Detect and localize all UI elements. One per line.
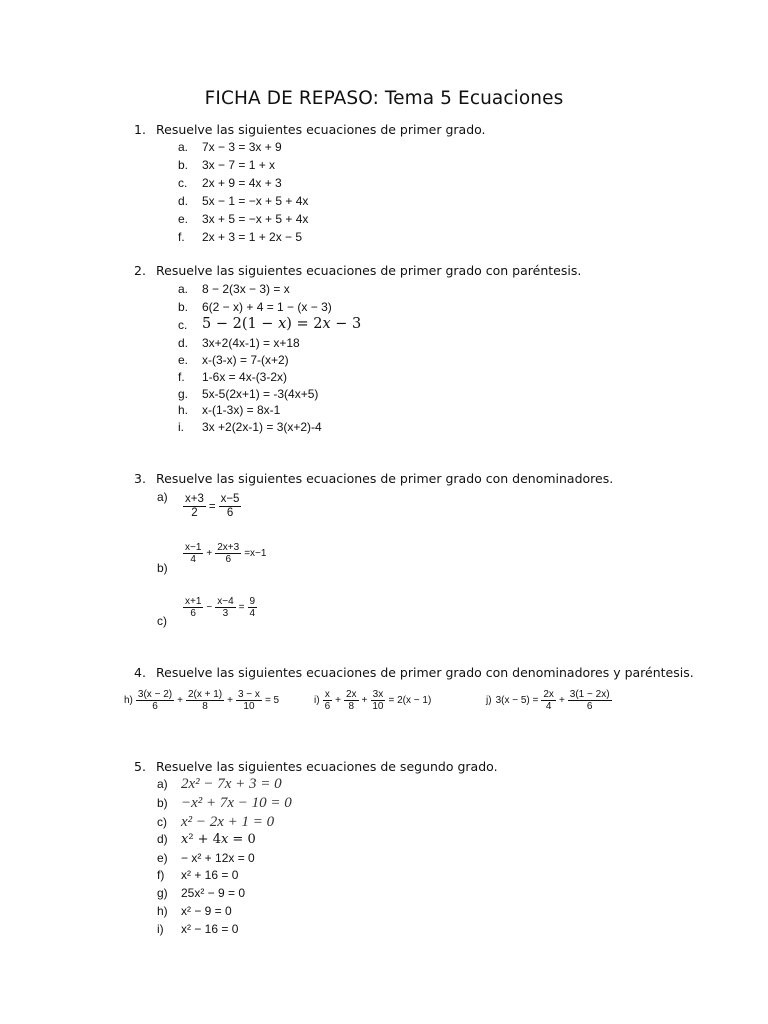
equation-prefix: 3(x − 5) = xyxy=(495,695,539,706)
equation-text: x-(1-3x) = 8x-1 xyxy=(202,403,281,417)
equation-text: 2x² − 7x + 3 = 0 xyxy=(181,776,282,792)
equation-rest: = 5 xyxy=(264,695,280,706)
equation-text: 3x − 7 = 1 + x xyxy=(202,158,276,172)
denominator: 3 xyxy=(222,608,229,619)
fraction xyxy=(219,493,242,520)
denominator: 6 xyxy=(190,608,196,619)
numerator: x−1 xyxy=(185,542,202,553)
equation-text: 7x − 3 = 3x + 9 xyxy=(202,140,282,154)
item-label: a) xyxy=(157,777,168,791)
equation-item xyxy=(157,868,238,882)
numerator: 3(1 − 2x) xyxy=(569,689,610,700)
section-heading-text: Resuelve las siguientes ecuaciones de primer grado. xyxy=(156,122,486,137)
equation-text: x-(3-x) = 7-(x+2) xyxy=(202,353,289,367)
section-number: 4. xyxy=(134,665,146,680)
equation-rest: = 2(x − 1) xyxy=(388,695,432,706)
equation-text: 3x +2(2x-1) = 3(x+2)-4 xyxy=(202,420,322,434)
fraction xyxy=(215,596,235,619)
numerator: 2(x + 1) xyxy=(187,689,223,700)
equation-item xyxy=(178,140,282,154)
equation-item xyxy=(157,814,274,831)
equation-item xyxy=(178,212,308,226)
item-label: d) xyxy=(157,832,168,846)
section-number: 5. xyxy=(134,759,146,774)
section-heading-text: Resuelve las siguientes ecuaciones de primer grado con paréntesis. xyxy=(156,263,582,278)
equation-text: x² − 2x + 1 = 0 xyxy=(181,814,275,830)
numerator: 2x+3 xyxy=(217,542,240,553)
denominator: 10 xyxy=(372,701,384,712)
operator: = xyxy=(238,602,245,613)
equation-item xyxy=(178,300,332,314)
fraction xyxy=(215,542,241,565)
page-title: FICHA DE REPASO: Tema 5 Ecuaciones xyxy=(204,88,564,109)
equation-text: 5x-5(2x+1) = -3(4x+5) xyxy=(202,387,319,401)
item-label: h) xyxy=(157,904,168,918)
equation-text: 25x² − 9 = 0 xyxy=(181,886,246,900)
item-label: c) xyxy=(157,614,167,628)
operator: + xyxy=(177,695,183,706)
item-label: b. xyxy=(178,300,189,314)
equation-item xyxy=(178,403,280,417)
denominator: 4 xyxy=(249,608,256,619)
item-label: i. xyxy=(178,420,184,434)
equation-item xyxy=(157,795,292,812)
equation-item xyxy=(157,886,245,900)
item-label: e. xyxy=(178,353,189,367)
operator: + xyxy=(227,695,233,706)
operator: + xyxy=(558,695,565,706)
equation-text: 1-6x = 4x-(3-2x) xyxy=(202,370,288,384)
equation-text: 5 − 2(1 − 𝑥) = 2𝑥 − 3 xyxy=(202,316,362,332)
equation-text: −x² + 7x − 10 = 0 xyxy=(181,795,292,811)
equation-item xyxy=(178,420,322,434)
equation-text: 2x + 3 = 1 + 2x − 5 xyxy=(202,230,303,244)
section-number: 1. xyxy=(134,122,146,137)
numerator: 3(x − 2) xyxy=(137,689,173,700)
denominator: 8 xyxy=(202,701,208,712)
equation-item xyxy=(178,370,287,384)
item-label: d. xyxy=(178,194,189,208)
item-label: f. xyxy=(178,230,185,244)
denominator: 6 xyxy=(152,701,158,712)
fraction xyxy=(541,689,556,712)
fraction-equation xyxy=(182,493,242,520)
item-label: b) xyxy=(157,561,168,575)
item-label: g. xyxy=(178,387,189,401)
item-label: e. xyxy=(178,212,189,226)
fraction xyxy=(370,689,385,712)
item-label: f) xyxy=(157,868,165,882)
item-label: i) xyxy=(157,922,164,936)
operator: + xyxy=(361,695,368,706)
item-label: b. xyxy=(178,158,189,172)
section-number: 3. xyxy=(134,471,146,486)
equation-item xyxy=(178,194,308,208)
section-heading-text: Resuelve las siguientes ecuaciones de primer grado con denominadores y paréntesis. xyxy=(156,665,694,680)
fraction xyxy=(568,689,612,712)
item-label: h. xyxy=(178,403,189,417)
equation-text: − x² + 12x = 0 xyxy=(181,851,255,865)
item-label: d. xyxy=(178,336,189,350)
fraction-equation xyxy=(312,689,433,712)
numerator: x+1 xyxy=(185,596,202,607)
numerator: 3 − x xyxy=(237,689,260,700)
section-heading-text: Resuelve las siguientes ecuaciones de primer grado con denominadores. xyxy=(156,471,614,486)
numerator: x−4 xyxy=(217,596,234,607)
item-label: a) xyxy=(157,490,168,504)
denominator: 6 xyxy=(586,701,593,712)
fraction xyxy=(183,542,203,565)
item-label: a. xyxy=(178,282,189,296)
operator: + xyxy=(335,695,341,706)
equation-item xyxy=(178,176,282,190)
equation-item xyxy=(157,922,238,936)
fraction xyxy=(136,689,174,712)
equation-item xyxy=(157,904,232,918)
equation-text: x² − 9 = 0 xyxy=(181,904,232,918)
equation-item xyxy=(178,158,275,172)
denominator: 6 xyxy=(226,507,234,519)
item-label: c. xyxy=(178,317,188,332)
section-heading-text: Resuelve las siguientes ecuaciones de segundo grado. xyxy=(156,759,498,774)
item-label: c) xyxy=(157,815,167,829)
equation-item xyxy=(157,851,255,865)
numerator: x xyxy=(324,689,330,700)
item-label: h) xyxy=(124,695,133,706)
fraction-equation xyxy=(182,542,268,565)
equation-text: 8 − 2(3x − 3) = x xyxy=(202,282,290,296)
fraction xyxy=(183,493,206,520)
equation-text: 3x+2(4x-1) = x+18 xyxy=(202,336,300,350)
denominator: 10 xyxy=(243,701,255,712)
item-label: b) xyxy=(157,796,168,810)
denominator: 2 xyxy=(191,507,198,519)
fraction-equation xyxy=(122,689,281,712)
fraction xyxy=(344,689,359,712)
equation-text: x² − 16 = 0 xyxy=(181,922,239,936)
denominator: 6 xyxy=(225,554,232,565)
denominator: 4 xyxy=(190,554,196,565)
equation-text: 𝑥² + 4𝑥 = 0 xyxy=(181,832,256,847)
item-label: c. xyxy=(178,176,188,190)
equation-text: x² + 16 = 0 xyxy=(181,868,239,882)
operator: = xyxy=(208,500,216,513)
section-number: 2. xyxy=(134,263,146,278)
item-label: a. xyxy=(178,140,189,154)
equation-text: 3x + 5 = −x + 5 + 4x xyxy=(202,212,309,226)
denominator: 4 xyxy=(545,701,552,712)
equation-rest: =x−1 xyxy=(244,548,267,559)
fraction-equation xyxy=(182,596,258,619)
section-2-heading xyxy=(134,263,581,278)
equation-item xyxy=(178,336,300,350)
denominator: 8 xyxy=(348,701,355,712)
numerator: x+3 xyxy=(185,493,204,505)
equation-item xyxy=(178,353,289,367)
equation-text: 2x + 9 = 4x + 3 xyxy=(202,176,282,190)
operator: + xyxy=(206,548,213,559)
operator: − xyxy=(206,602,213,613)
fraction xyxy=(323,689,333,712)
numerator: 9 xyxy=(249,596,256,607)
fraction xyxy=(186,689,224,712)
fraction-equation xyxy=(484,689,613,712)
item-label: i) xyxy=(314,695,320,706)
item-label: g) xyxy=(157,886,168,900)
numerator: x−5 xyxy=(220,493,240,505)
equation-item xyxy=(157,776,282,793)
equation-item xyxy=(178,387,318,401)
fraction xyxy=(183,596,203,619)
denominator: 6 xyxy=(324,701,331,712)
equation-text: 6(2 − x) + 4 = 1 − (x − 3) xyxy=(202,300,332,314)
equation-item xyxy=(178,316,361,332)
equation-item xyxy=(178,230,302,244)
fraction xyxy=(236,689,262,712)
item-label: f. xyxy=(178,370,185,384)
fraction xyxy=(248,596,258,619)
numerator: 2x xyxy=(345,689,357,700)
equation-text: 5x − 1 = −x + 5 + 4x xyxy=(202,194,309,208)
numerator: 2x xyxy=(543,689,554,700)
section-1-heading xyxy=(134,122,486,137)
item-label: e) xyxy=(157,851,168,865)
section-4-heading xyxy=(134,665,694,680)
equation-item xyxy=(178,282,290,296)
item-label: j) xyxy=(486,695,492,706)
section-3-heading xyxy=(134,471,613,486)
section-5-heading xyxy=(134,759,498,774)
numerator: 3x xyxy=(372,689,384,700)
equation-item xyxy=(157,832,256,847)
